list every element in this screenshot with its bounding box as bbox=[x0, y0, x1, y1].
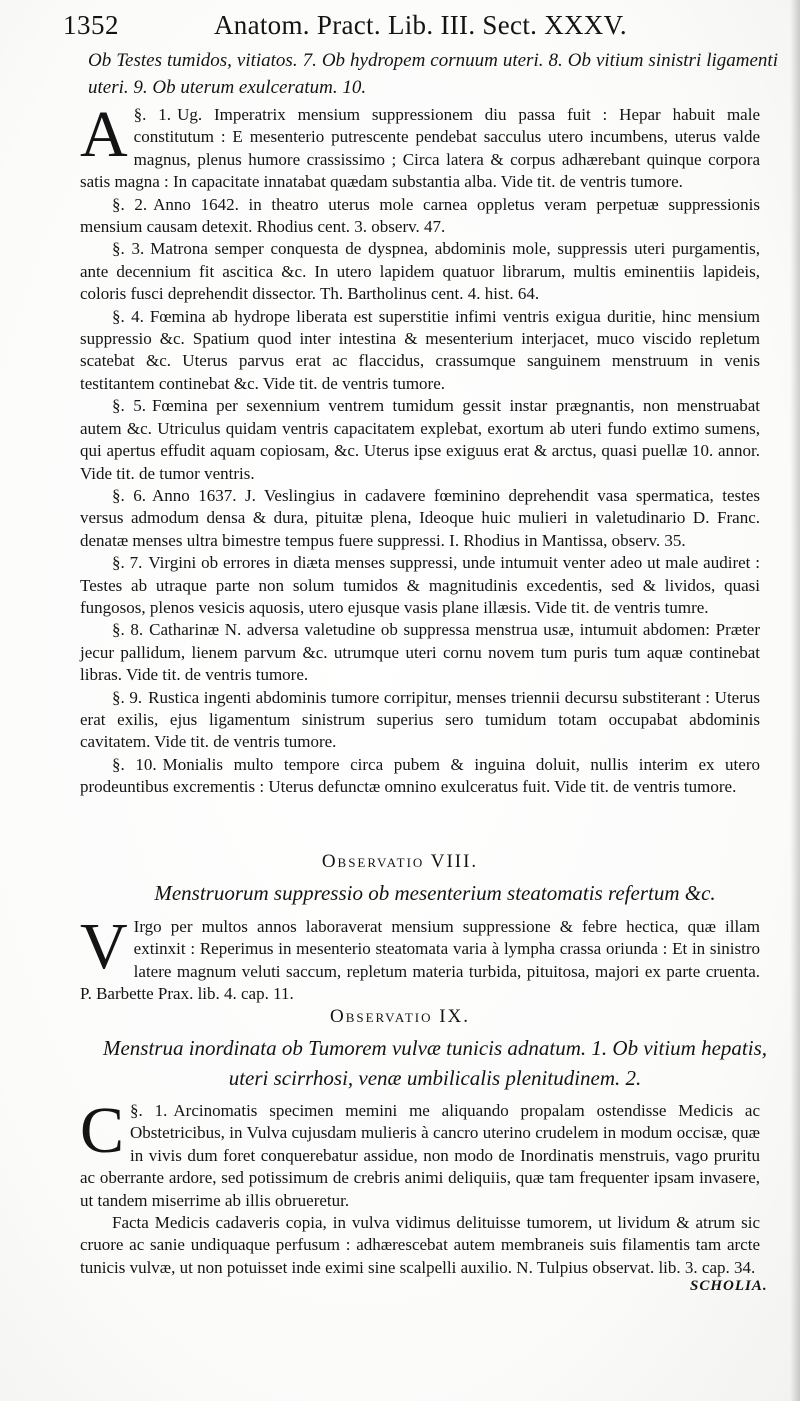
drop-capital: C bbox=[80, 1094, 125, 1167]
paragraph-5 bbox=[80, 395, 760, 485]
observation-vii-body bbox=[80, 98, 761, 799]
paragraph-text: Ug. Imperatrix mensium suppressionem diu passa fuit : Hepar habuit male constitutum : E mesenterio putrescente pendebat sacculus utero incumbens, uterus valde magnus, plenus humore crassissimo ; Circa latera & corpus adhærebant quinque corpora satis magna : In capacitate innatabat quædam substantia alba. Vide tit. de ventris tumore. bbox=[80, 105, 760, 192]
paragraph-7 bbox=[80, 552, 760, 619]
paragraph-text: Facta Medicis cadaveris copia, in vulva vidimus delituisse tumorem, ut lividum & atrum sic cruore ac sanie undiquaque perfusum : adhærescebat autem membraneis suis filamentis tam arcte tunicis vulvæ, ut non potuisset inde eximi sine scalpelli auxilio. N. Tulpius observat. lib. 3. cap. 34. bbox=[80, 1213, 760, 1277]
paragraph-number: §. 7. bbox=[112, 553, 143, 573]
paragraph-2 bbox=[80, 1212, 760, 1279]
section-intro: Ob Testes tumidos, vitiatos. 7. Ob hydropem cornuum uteri. 8. Ob vitium sinistri ligamenti uteri. 9. Ob uterum exulceratum. 10. bbox=[88, 50, 778, 98]
paragraph-text: Anno 1642. in theatro uterus mole carnea oppletus veram perpetuæ suppressionis mensium causam detexit. Rhodius cent. 3. observ. 47. bbox=[80, 194, 761, 237]
catchword: SCHOLIA. bbox=[690, 1278, 768, 1294]
paragraph-text: Anno 1637. J. Veslingius in cadavere fœminino deprehendit vasa spermatica, testes versus admodum densa & dura, pituitæ plena, Ideoque huic mulieri in valetudinario D. Franc. denatæ menses ultra bimestre tempus fuere suppressi. I. Rhodius in Mantissa, observ. 35. bbox=[80, 485, 760, 550]
paragraph-text: Irgo per multos annos laboraverat mensium suppressione & febre hectica, quæ illam extinxit : Reperimus in mesenterio steatomata varia à lympha crassa oriunda : Et in sinistro latere magnum veluti saccum, repletum materia turbida, pituitosa, majori ex parte cruenta. P. Barbette Prax. lib. 4. cap. 11. bbox=[80, 917, 760, 1004]
observation-viii-title: Menstruorum suppressio ob mesenterium steatomatis refertum &c. bbox=[154, 881, 716, 905]
paragraph-number: §. 1. bbox=[130, 1101, 168, 1120]
paragraph-number: §. 1. bbox=[133, 105, 172, 124]
observation-viii-heading: Observatio VIII. bbox=[321, 851, 479, 872]
paragraph-number: §. 2. bbox=[112, 194, 148, 214]
observation-viii-body bbox=[80, 910, 760, 1006]
paragraph-number: §. 4. bbox=[112, 306, 144, 326]
paragraph-6 bbox=[80, 485, 760, 552]
page-number: 1352 bbox=[63, 10, 119, 40]
paragraph-text: Fœmina ab hydrope liberata est superstitie infimi ventris exigua duritie, hinc mensium suppressio &c. Spatium quod inter intestina & mesenterium interjacet, muco viscido repletum scatebat &c. Uterus parvus erat ac flaccidus, crassumque sanguinem menstruum in venis testitantem continebat &c. Vide tit. de ventris tumore. bbox=[80, 306, 760, 393]
paragraph-8 bbox=[80, 619, 760, 686]
paragraph-text: Catharinæ N. adversa valetudine ob suppressa menstrua usæ, intumuit abdomen: Præter jecur pallidum, lienem parvum &c. utrumque uteri cornu novem tum puris tum aquæ continebat libras. Vide tit. de ventris tumore. bbox=[80, 620, 760, 685]
paragraph bbox=[80, 910, 760, 1006]
paragraph-number: §. 6. bbox=[112, 485, 146, 505]
paragraph-10 bbox=[80, 754, 760, 799]
paragraph-number: §. 3. bbox=[112, 239, 145, 259]
paragraph-text: Monialis multo tempore circa pubem & inguina doluit, nullis interim ex utero prodeuntibus excrementis : Uterus defunctæ omnino exulceratus fuit. Vide tit. de ventris tumore. bbox=[80, 754, 760, 797]
paragraph-number: §. 9. bbox=[112, 687, 143, 707]
page-gutter-shadow bbox=[790, 0, 800, 1401]
paragraph-3 bbox=[80, 238, 760, 305]
paragraph-2 bbox=[80, 194, 760, 239]
paragraph-1 bbox=[80, 1094, 761, 1212]
observation-ix-heading: Observatio IX. bbox=[329, 1006, 471, 1027]
drop-capital: A bbox=[80, 98, 128, 171]
paragraph-number: §. 8. bbox=[112, 620, 144, 640]
observation-ix-body bbox=[80, 1094, 761, 1279]
paragraph-text: Rustica ingenti abdominis tumore corripitur, menses triennii decursu substiterant : Uterus erat exilis, ejus ligamentum sinistrum superius sero tumidum totam occupabat abdominis cavitatem. Vide tit. de ventris tumore. bbox=[80, 687, 760, 752]
paragraph-text: Fœmina per sexennium ventrem tumidum gessit instar prægnantis, non menstruabat autem &c. Utriculus quidam ventris capacitatem explebat, exortum ab uteri fundo extimo sumens, qui apertus effudit aquam copiosam, &c. Uterus ipse exiguus erat & arctus, quasi puellæ 10. annor. Vide tit. de tumor ventris. bbox=[80, 396, 761, 483]
paragraph-text: Matrona semper conquesta de dyspnea, abdominis mole, suppressis uteri purgamentis, ante decennium fit ascitica &c. In utero lapidem quatuor librarum, multis eminentiis lapideis, coloris fusci deprehendit dissector. Th. Bartholinus cent. 4. hist. 64. bbox=[80, 239, 760, 304]
paragraph-text: Arcinomatis specimen memini me aliquando propalam ostendisse Medicis ac Obstetricibus, in Vulva cujusdam mulieris à cancro uterino crudelem in modum occisæ, quæ in vivis dum foret conquerebatur assidue, non modo de Inordinatis menstruis, vago pruritu ac oberrante ardore, sed potissimum de crebris animi deliquiis, quæ tam frequenter ipsam invasere, ut tandem miserrime ab illis obrueretur. bbox=[80, 1101, 761, 1210]
running-head: Anatom. Pract. Lib. III. Sect. XXXV. bbox=[214, 10, 627, 40]
observation-ix-title: Menstrua inordinata ob Tumorem vulvæ tunicis adnatum. 1. Ob vitium hepatis, uteri scirrhosi, venæ umbilicalis plenitudinem. 2. bbox=[102, 1036, 767, 1090]
paragraph-number: §. 5. bbox=[112, 396, 146, 416]
paragraph-1 bbox=[80, 98, 760, 194]
paragraph-4 bbox=[80, 306, 760, 396]
page-header bbox=[63, 8, 783, 42]
drop-capital: V bbox=[80, 910, 128, 983]
paragraph-number: §. 10. bbox=[112, 754, 157, 774]
paragraph-9 bbox=[80, 687, 760, 754]
paragraph-text: Virgini ob errores in diæta menses suppressi, unde intumuit venter adeo ut male audiret : Testes ab utraque parte non solum tumidos & magnitudinis excedentis, sed & lividos, quasi fungosos, plenos vesicis aquosis, utero ejusque vasis plane illæsis. Vide tit. de ventris tumre. bbox=[80, 553, 760, 617]
